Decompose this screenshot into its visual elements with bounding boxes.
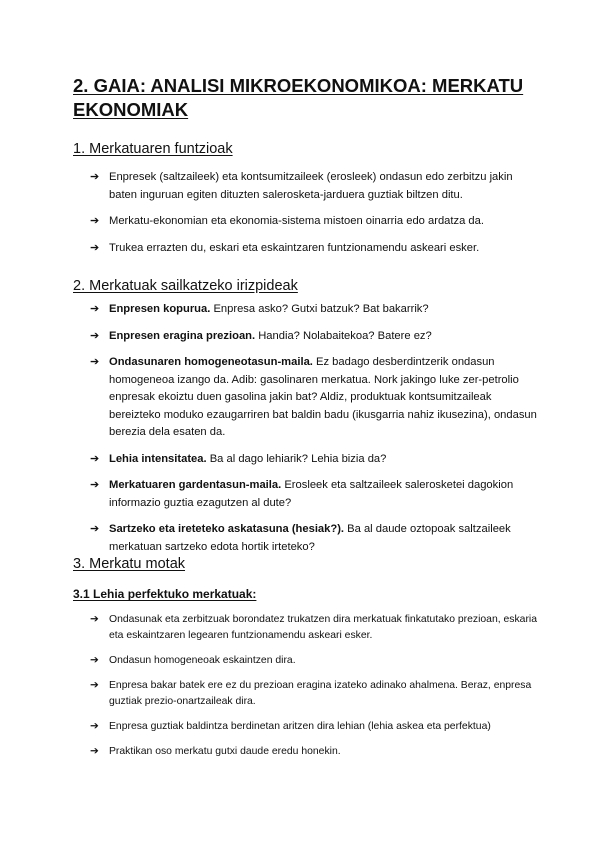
list-item: ➔ Trukea errazten du, eskari eta eskaintzaren funtzionamendu askeari esker. (90, 240, 540, 258)
section-3-subheading: 3.1 Lehia perfektuko merkatuak: (73, 587, 257, 601)
arrow-bullet-icon: ➔ (90, 746, 99, 757)
section-3-heading: 3. Merkatu motak (73, 556, 186, 572)
arrow-bullet-icon: ➔ (90, 356, 100, 368)
arrow-bullet-icon: ➔ (90, 241, 100, 254)
list-item: ➔ Merkatuaren gardentasun-maila. Erosleek eta saltzaileek salerosketei dagokion informazio guztia ezagutzen al dute? (90, 479, 514, 509)
arrow-bullet-icon: ➔ (90, 655, 99, 666)
arrow-bullet-icon: ➔ (90, 721, 99, 732)
list-item: ➔ Merkatu-ekonomian eta ekonomia-sistema mistoen oinarria edo ardatza da. (90, 213, 540, 231)
list-item: ➔ Enpresen eragina prezioan. Handia? Nolabaitekoa? Batere ez? (90, 328, 540, 346)
section-2-list (90, 301, 540, 556)
arrow-bullet-icon: ➔ (90, 479, 100, 491)
section-1-list (90, 169, 540, 257)
arrow-bullet-icon: ➔ (90, 680, 99, 691)
list-item: ➔ Enpresen kopurua. Enpresa asko? Gutxi batzuk? Bat bakarrik? (90, 301, 540, 319)
arrow-bullet-icon: ➔ (90, 452, 100, 465)
list-item: ➔ Praktikan oso merkatu gutxi daude eredu honekin. (90, 744, 540, 760)
list-item: ➔ Ondasunaren homogeneotasun-maila. Ez badago desberdintzerik ondasun homogeneoa izango da. Adib: gasolinaren merkatua. Nork jakingo luke zer-petrolio enpresak ekoiztu duen gasolina jakin bat? Aldiz, produktuak kontsumitzaileak bereizteko moduko ezaugarriren bat baldin badu (ikusgarria nahiz ikusezina), ondasun berezia dela esaten da. (90, 356, 537, 438)
arrow-bullet-icon: ➔ (90, 215, 100, 227)
list-item: ➔ Lehia intensitatea. Ba al dago lehiarik? Lehia bizia da? (90, 451, 540, 469)
list-item: ➔ Sartzeko eta ireteteko askatasuna (hesiak?). Ba al daude oztopoak saltzaileek merkatuan sartzeko edota hortik irteteko? (90, 523, 511, 553)
list-item: ➔ Enpresa guztiak baldintza berdinetan aritzen dira lehian (lehia askea eta perfektua) (90, 719, 540, 735)
page-title: 2. GAIA: ANALISI MIKROEKONOMIKOA: MERKATU EKONOMIAK (73, 75, 524, 120)
list-item: ➔ Ondasun homogeneoak eskaintzen dira. (90, 653, 540, 669)
arrow-bullet-icon: ➔ (90, 329, 100, 342)
section-2-heading: 2. Merkatuak sailkatzeko irizpideak (73, 278, 298, 294)
arrow-bullet-icon: ➔ (90, 523, 100, 535)
list-item: ➔ Ondasunak eta zerbitzuak borondatez trukatzen dira merkatuak finkatutako prezioan, eskaria eta eskaintzaren legearen funtzionamendu askeari esker. (90, 614, 537, 641)
arrow-bullet-icon: ➔ (90, 303, 100, 315)
list-item: ➔ Enpresa bakar batek ere ez du prezioan eragina izateko adinako ahalmena. Beraz, enpresa guztiak prezio-onartzaileak dira. (90, 680, 532, 707)
arrow-bullet-icon: ➔ (90, 614, 99, 625)
section-3-list (90, 612, 540, 760)
list-item: ➔ Enpresek (saltzaileek) eta kontsumitzaileek (erosleek) ondasun edo zerbitzu jakin baten inguruan egiten dituzten salerosketa-jarduera guztiak biltzen ditu. (90, 171, 513, 201)
section-1-heading: 1. Merkatuaren funtzioak (73, 141, 233, 157)
arrow-bullet-icon: ➔ (90, 171, 100, 183)
